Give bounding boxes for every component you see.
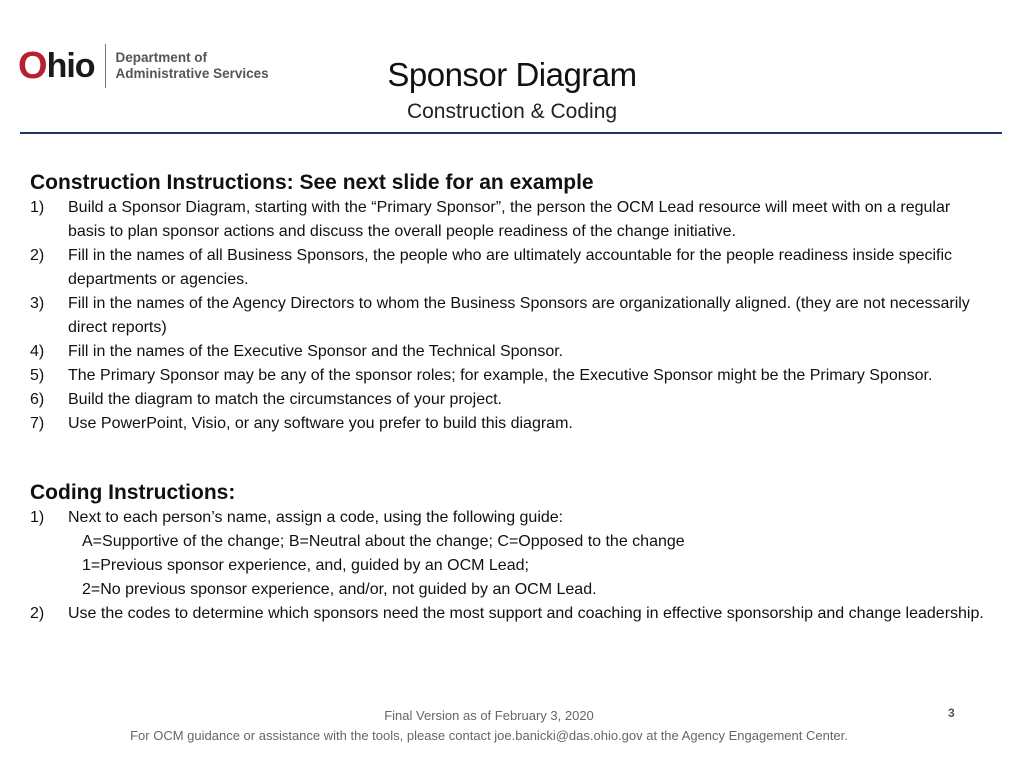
construction-item-2: [30, 244, 990, 292]
slide-content: [30, 170, 990, 626]
ohio-wordmark-rest: hio: [46, 46, 95, 85]
footer-contact: For OCM guidance or assistance with the tools, please contact joe.banicki@das.ohio.gov at the Agency Engagement Center.: [130, 728, 848, 743]
construction-item-1: [30, 196, 990, 244]
item-number: 7): [30, 415, 45, 432]
item-text: Use the codes to determine which sponsors need the most support and coaching in effective sponsorship and change leadership.: [68, 605, 984, 622]
coding-guide-line-1: A=Supportive of the change; B=Neutral about the change; C=Opposed to the change: [82, 533, 685, 550]
item-number: 2): [30, 605, 45, 622]
construction-item-3: [30, 292, 990, 340]
item-number: 3): [30, 295, 45, 312]
coding-item-1: [30, 506, 990, 530]
item-number: 2): [30, 247, 45, 264]
coding-guide-line-3: 2=No previous sponsor experience, and/or, not guided by an OCM Lead.: [82, 581, 597, 598]
item-number: 6): [30, 391, 45, 408]
coding-list: [30, 506, 990, 530]
section-gap: [30, 436, 990, 480]
construction-item-7: [30, 412, 990, 436]
item-text: Fill in the names of all Business Sponsors, the people who are ultimately accountable for the people readiness inside specific departments or agencies.: [68, 247, 953, 288]
ohio-wordmark-o: O: [18, 44, 47, 87]
construction-item-5: [30, 364, 990, 388]
item-text: Build the diagram to match the circumstances of your project.: [68, 391, 502, 408]
item-text: Fill in the names of the Agency Directors to whom the Business Sponsors are organizationally aligned. (they are not necessarily direct reports): [68, 295, 970, 336]
slide-subtitle: Construction & Coding: [406, 100, 618, 123]
item-text: Build a Sponsor Diagram, starting with the “Primary Sponsor”, the person the OCM Lead resource will meet with on a regular basis to plan sponsor actions and discuss the overall people readiness of the change initiative.: [68, 199, 951, 240]
coding-list-continued: [30, 602, 990, 626]
item-number: 1): [30, 509, 45, 526]
construction-heading: Construction Instructions: See next slide for an example: [30, 171, 594, 194]
footer-version: Final Version as of February 3, 2020: [384, 708, 594, 723]
construction-item-6: [30, 388, 990, 412]
slide-title: Sponsor Diagram: [387, 56, 637, 93]
construction-item-4: [30, 340, 990, 364]
item-number: 4): [30, 343, 45, 360]
item-text: The Primary Sponsor may be any of the sponsor roles; for example, the Executive Sponsor might be the Primary Sponsor.: [68, 367, 933, 384]
coding-heading: Coding Instructions:: [30, 481, 236, 504]
page-number: 3: [948, 706, 955, 720]
department-line-2: Administrative Services: [115, 66, 269, 81]
item-number: 1): [30, 199, 45, 216]
department-line-1: Department of: [115, 50, 208, 65]
item-text: Use PowerPoint, Visio, or any software you prefer to build this diagram.: [68, 415, 573, 432]
construction-list: [30, 196, 990, 436]
coding-guide-line-2: 1=Previous sponsor experience, and, guided by an OCM Lead;: [82, 557, 529, 574]
item-text: Fill in the names of the Executive Sponsor and the Technical Sponsor.: [68, 343, 564, 360]
header-rule: [20, 132, 1002, 134]
item-number: 5): [30, 367, 45, 384]
item-text: Next to each person’s name, assign a code, using the following guide:: [68, 509, 564, 526]
coding-item-2: [30, 602, 990, 626]
